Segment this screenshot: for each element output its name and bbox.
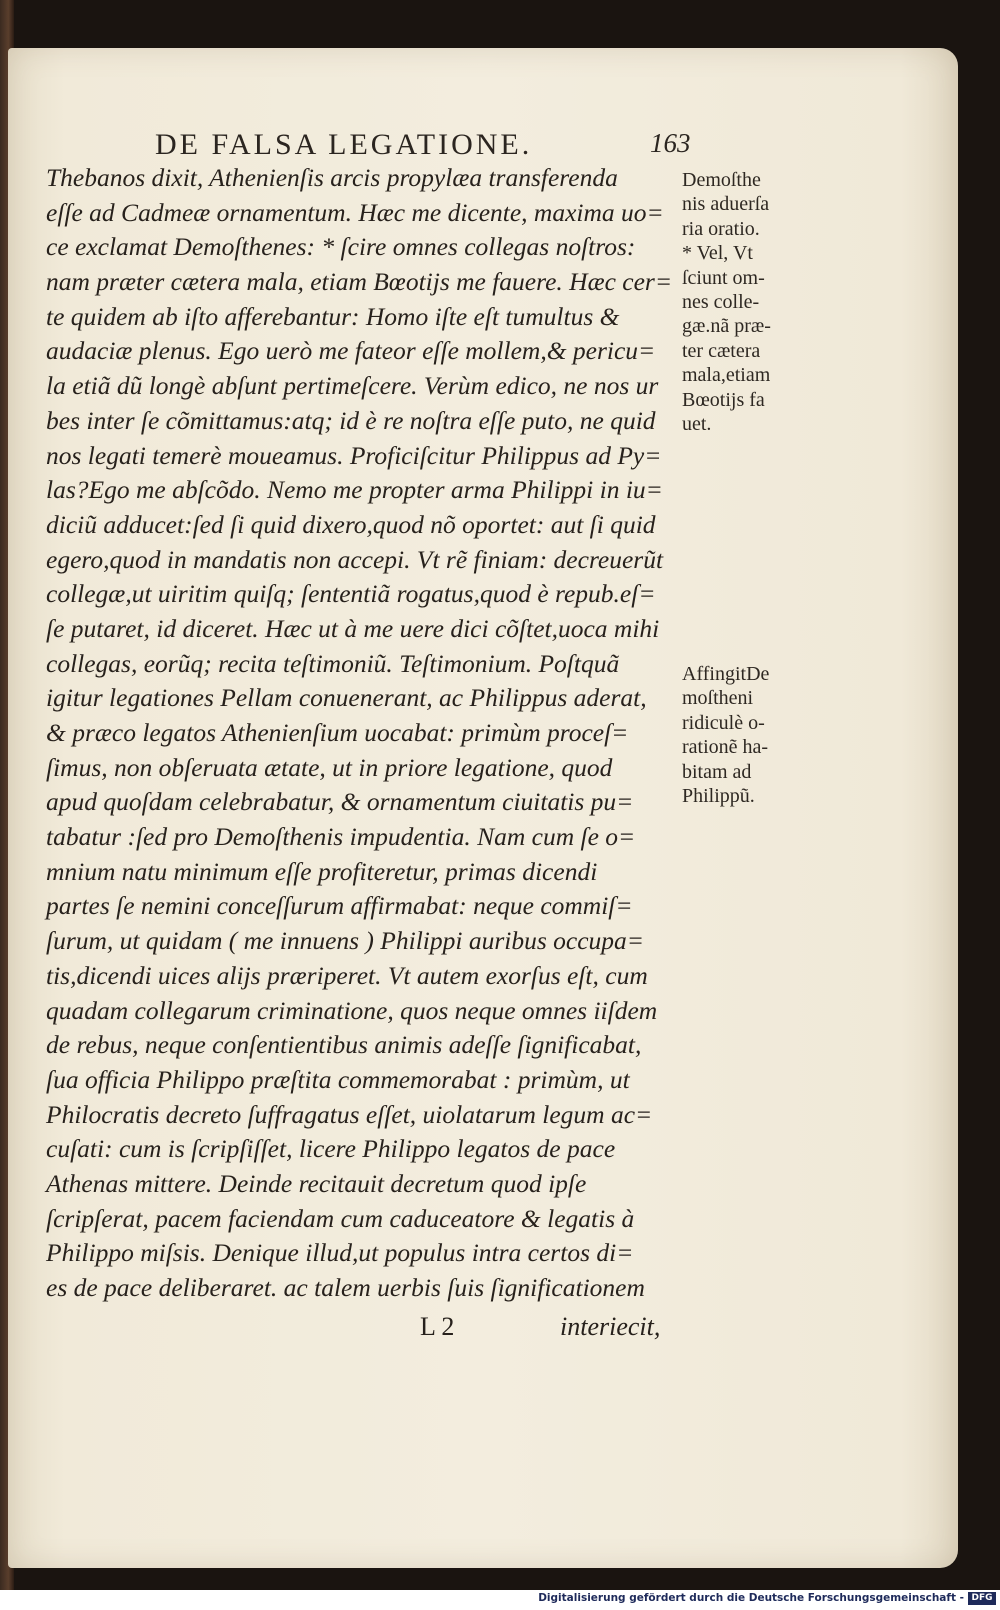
page-number: 163 <box>650 128 691 158</box>
margin-note-line: Philippũ. <box>682 784 755 807</box>
text-line: ce exclamat Demoſthenes: * ſcire omnes collegas noſtros: <box>46 232 636 262</box>
body-text-block <box>46 161 686 1306</box>
text-line: igitur legationes Pellam conuenerant, ac Philippus aderat, <box>46 683 647 713</box>
dfg-logo-icon: DFG <box>968 1592 996 1605</box>
margin-note-demosthenis-oratio <box>682 168 822 436</box>
text-line: collegæ,ut uiritim quiſq; ſententiã rogatus,quod è repub.eſ= <box>46 579 656 609</box>
text-line: & præco legatos Athenienſium uocabat: primùm proceſ= <box>46 718 629 747</box>
margin-note-line: ter cætera <box>682 339 761 362</box>
signature-mark: L 2 <box>420 1312 455 1341</box>
margin-note-line: nis aduerſa <box>682 193 770 216</box>
text-line: tis,dicendi uices alijs præriperet. Vt autem exorſus eſt, cum <box>46 960 648 990</box>
margin-note-affingit-demostheni <box>682 662 822 808</box>
text-line: partes ſe nemini conceſſurum affirmabat: neque commiſ= <box>46 891 633 921</box>
digitization-notice: Digitalisierung gefördert durch die Deutsche Forschungsgemeinschaft - <box>538 1592 964 1604</box>
text-line: diciũ adducet:ſed ſi quid dixero,quod nõ oportet: aut ſi quid <box>46 509 656 539</box>
margin-note-line: Demoſthe <box>682 169 761 191</box>
text-line: Athenas mittere. Deinde recitauit decretum quod ipſe <box>46 1168 587 1198</box>
digitization-notice-bar <box>0 1590 1000 1610</box>
text-line: ſe putaret, id diceret. Hæc ut à me uere dici cõſtet,uoca mihi <box>46 613 660 643</box>
margin-note-line: Bœotijs fa <box>682 388 765 411</box>
text-line: Thebanos dixit, Athenienſis arcis propylæa transferenda <box>46 163 618 192</box>
text-line: Philocratis decreto ſuffragatus eſſet, uiolatarum legum ac= <box>46 1099 653 1129</box>
text-line: quadam collegarum criminatione, quos neque omnes iiſdem <box>46 995 658 1025</box>
text-line: ſcripſerat, pacem faciendam cum caduceatore & legatis à <box>46 1203 635 1233</box>
text-line: collegas, eorũq; recita teſtimoniũ. Teſtimonium. Poſtquã <box>46 648 620 678</box>
page-footer <box>420 1312 661 1342</box>
margin-note-line: ſciunt om- <box>682 266 765 289</box>
text-line: mnium natu minimum eſſe profiteretur, primas dicendi <box>46 856 598 886</box>
running-head <box>155 128 715 162</box>
text-line: audaciæ plenus. Ego uerò me fateor eſſe mollem,& pericu= <box>46 336 656 366</box>
margin-note-line: uet. <box>682 412 712 435</box>
running-title: DE FALSA LEGATIONE. <box>155 128 533 161</box>
margin-note-line: nes colle- <box>682 290 760 313</box>
text-line: nam præter cætera mala, etiam Bœotijs me fauere. Hæc cer= <box>46 267 673 297</box>
text-line: tabatur :ſed pro Demoſthenis impudentia. Nam cum ſe o= <box>46 822 636 852</box>
margin-note-line: gæ.nã præ- <box>682 315 771 338</box>
text-line: Philippo miſsis. Denique illud,ut populus intra certos di= <box>46 1238 634 1268</box>
text-line: cuſati: cum is ſcripſiſſet, licere Philippo legatos de pace <box>46 1134 616 1164</box>
margin-note-line: rationẽ ha- <box>682 736 769 759</box>
margin-note-line: bitam ad <box>682 760 752 783</box>
text-line: las?Ego me abſcõdo. Nemo me propter arma Philippi in iu= <box>46 475 663 505</box>
margin-note-line: ria oratio. <box>682 217 760 240</box>
margin-note-line: moſtheni <box>682 687 754 710</box>
text-line: eſſe ad Cadmeæ ornamentum. Hæc me dicente, maxima uo= <box>46 197 664 227</box>
text-line: egero,quod in mandatis non accepi. Vt rẽ finiam: decreuerũt <box>46 544 664 574</box>
text-line: te quidem ab iſto afferebantur: Homo iſte eſt tumultus & <box>46 301 620 331</box>
text-line: la etiã dũ longè abſunt pertimeſcere. Verùm edico, ne nos ur <box>46 371 659 401</box>
margin-note-line: ridiculè o- <box>682 711 765 734</box>
text-line: ſua officia Philippo præſtita commemorabat : primùm, ut <box>46 1064 630 1094</box>
margin-note-line: * Vel, Vt <box>682 242 753 265</box>
text-line: apud quoſdam celebrabatur, & ornamentum ciuitatis pu= <box>46 787 634 817</box>
text-line: es de pace deliberaret. ac talem uerbis ſuis ſignificationem <box>46 1273 645 1302</box>
text-line: bes inter ſe cõmittamus:atq; id è re noſtra eſſe puto, ne quid <box>46 405 656 435</box>
margin-note-line: AffingitDe <box>682 663 770 685</box>
text-line: nos legati temerè moueamus. Proficiſcitur Philippus ad Py= <box>46 440 662 470</box>
margin-note-line: mala,etiam <box>682 364 771 387</box>
text-line: ſurum, ut quidam ( me innuens ) Philippi auribus occupa= <box>46 926 644 956</box>
text-line: de rebus, neque conſentientibus animis adeſſe ſignificabat, <box>46 1030 642 1060</box>
catchword: interiecit, <box>560 1312 661 1341</box>
text-line: ſimus, non obſeruata ætate, ut in priore legatione, quod <box>46 752 613 782</box>
